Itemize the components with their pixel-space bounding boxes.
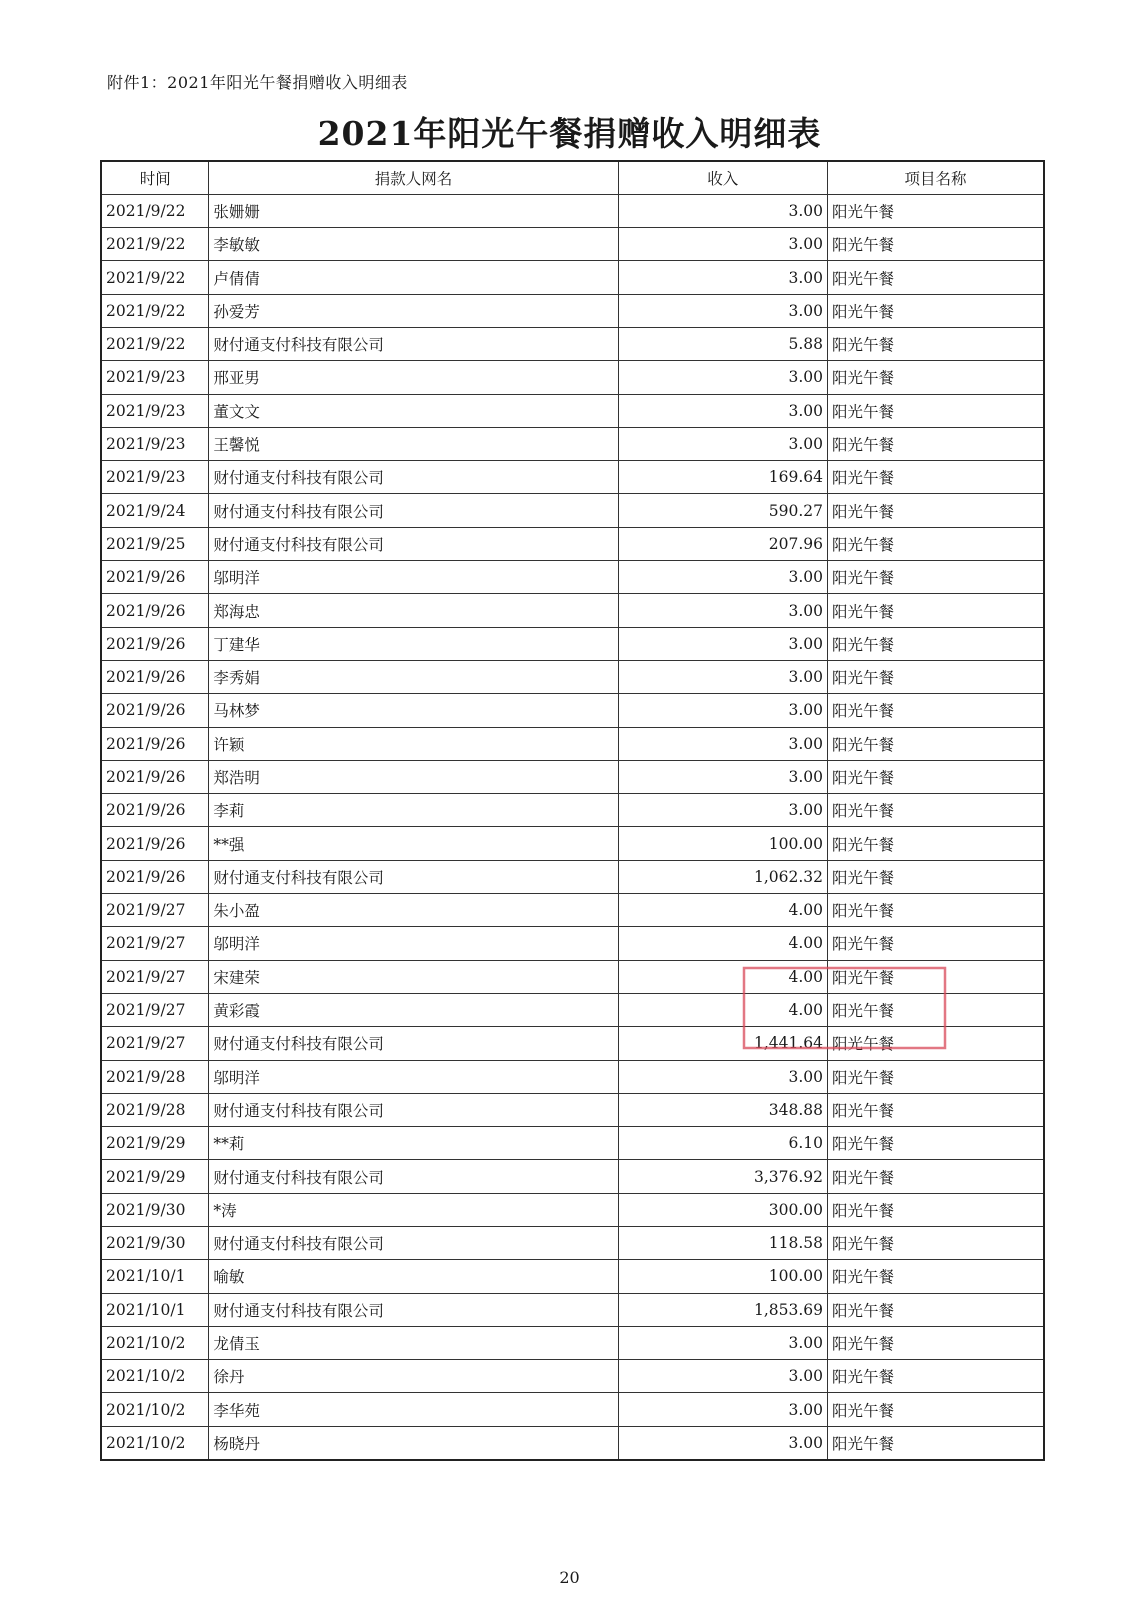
table-row	[101, 794, 1044, 827]
table-row	[101, 660, 1044, 693]
project-cell: 阳光午餐	[828, 1127, 1044, 1160]
date-cell: 2021/9/22	[101, 294, 209, 327]
project-cell: 阳光午餐	[828, 194, 1044, 227]
project-cell: 阳光午餐	[828, 561, 1044, 594]
project-cell: 阳光午餐	[828, 1093, 1044, 1126]
donor-cell: 龙倩玉	[209, 1326, 618, 1359]
table-row	[101, 394, 1044, 427]
amount-cell: 169.64	[618, 461, 827, 494]
amount-cell: 3.00	[618, 627, 827, 660]
project-cell: 阳光午餐	[828, 860, 1044, 893]
donor-cell: 卢倩倩	[209, 261, 618, 294]
date-cell: 2021/9/30	[101, 1227, 209, 1260]
column-header-date: 时间	[101, 161, 209, 194]
date-cell: 2021/10/2	[101, 1326, 209, 1359]
table-row	[101, 860, 1044, 893]
project-cell: 阳光午餐	[828, 894, 1044, 927]
donor-cell: 邬明洋	[209, 561, 618, 594]
donation-table	[100, 160, 1045, 1461]
table-row	[101, 1293, 1044, 1326]
amount-cell: 3.00	[618, 760, 827, 793]
column-header-donor: 捐款人网名	[209, 161, 618, 194]
date-cell: 2021/10/2	[101, 1393, 209, 1426]
amount-cell: 3.00	[618, 394, 827, 427]
project-cell: 阳光午餐	[828, 660, 1044, 693]
table-row	[101, 1426, 1044, 1459]
project-cell: 阳光午餐	[828, 1193, 1044, 1226]
amount-cell: 3.00	[618, 1360, 827, 1393]
table-row	[101, 561, 1044, 594]
page-number: 20	[559, 1568, 580, 1587]
amount-cell: 1,441.64	[618, 1027, 827, 1060]
amount-cell: 4.00	[618, 927, 827, 960]
table-row	[101, 1326, 1044, 1359]
donor-cell: 财付通支付科技有限公司	[209, 1293, 618, 1326]
donor-cell: 财付通支付科技有限公司	[209, 860, 618, 893]
project-cell: 阳光午餐	[828, 694, 1044, 727]
document-title: 2021年阳光午餐捐赠收入明细表	[317, 114, 822, 153]
amount-cell: 5.88	[618, 327, 827, 360]
donor-cell: 邢亚男	[209, 361, 618, 394]
table-row	[101, 228, 1044, 261]
project-cell: 阳光午餐	[828, 1360, 1044, 1393]
donor-cell: 孙爱芳	[209, 294, 618, 327]
project-cell: 阳光午餐	[828, 1060, 1044, 1093]
date-cell: 2021/9/22	[101, 327, 209, 360]
donor-cell: 财付通支付科技有限公司	[209, 327, 618, 360]
table-row	[101, 1393, 1044, 1426]
amount-cell: 3.00	[618, 361, 827, 394]
table-row	[101, 594, 1044, 627]
donor-cell: 丁建华	[209, 627, 618, 660]
table-row	[101, 1127, 1044, 1160]
amount-cell: 100.00	[618, 827, 827, 860]
project-cell: 阳光午餐	[828, 1393, 1044, 1426]
donor-cell: 杨晓丹	[209, 1426, 618, 1459]
donor-cell: *涛	[209, 1193, 618, 1226]
project-cell: 阳光午餐	[828, 294, 1044, 327]
project-cell: 阳光午餐	[828, 1326, 1044, 1359]
amount-cell: 118.58	[618, 1227, 827, 1260]
date-cell: 2021/9/26	[101, 794, 209, 827]
table-row	[101, 261, 1044, 294]
column-header-project: 项目名称	[828, 161, 1044, 194]
date-cell: 2021/9/23	[101, 427, 209, 460]
table-row	[101, 960, 1044, 993]
amount-cell: 6.10	[618, 1127, 827, 1160]
project-cell: 阳光午餐	[828, 760, 1044, 793]
date-cell: 2021/10/2	[101, 1426, 209, 1459]
table-row	[101, 361, 1044, 394]
project-cell: 阳光午餐	[828, 927, 1044, 960]
project-cell: 阳光午餐	[828, 494, 1044, 527]
date-cell: 2021/9/28	[101, 1060, 209, 1093]
table-row	[101, 527, 1044, 560]
date-cell: 2021/9/26	[101, 860, 209, 893]
donor-cell: 李莉	[209, 794, 618, 827]
date-cell: 2021/9/26	[101, 760, 209, 793]
amount-cell: 3.00	[618, 561, 827, 594]
donor-cell: 张姗姗	[209, 194, 618, 227]
donor-cell: 许颖	[209, 727, 618, 760]
date-cell: 2021/9/29	[101, 1160, 209, 1193]
project-cell: 阳光午餐	[828, 794, 1044, 827]
donor-cell: 财付通支付科技有限公司	[209, 1227, 618, 1260]
table-row	[101, 760, 1044, 793]
date-cell: 2021/9/26	[101, 660, 209, 693]
amount-cell: 3,376.92	[618, 1160, 827, 1193]
date-cell: 2021/9/26	[101, 727, 209, 760]
date-cell: 2021/9/27	[101, 927, 209, 960]
project-cell: 阳光午餐	[828, 361, 1044, 394]
date-cell: 2021/9/30	[101, 1193, 209, 1226]
amount-cell: 3.00	[618, 694, 827, 727]
date-cell: 2021/9/22	[101, 194, 209, 227]
donor-cell: 朱小盈	[209, 894, 618, 927]
amount-cell: 3.00	[618, 228, 827, 261]
table-header-row	[101, 161, 1044, 194]
project-cell: 阳光午餐	[828, 1293, 1044, 1326]
donor-cell: 马林梦	[209, 694, 618, 727]
donor-cell: 财付通支付科技有限公司	[209, 1027, 618, 1060]
amount-cell: 1,062.32	[618, 860, 827, 893]
donor-cell: 喻敏	[209, 1260, 618, 1293]
donor-cell: 邬明洋	[209, 1060, 618, 1093]
table-row	[101, 427, 1044, 460]
table-row	[101, 461, 1044, 494]
amount-cell: 3.00	[618, 1393, 827, 1426]
table-row	[101, 194, 1044, 227]
donor-cell: 李敏敏	[209, 228, 618, 261]
date-cell: 2021/9/25	[101, 527, 209, 560]
table-row	[101, 894, 1044, 927]
amount-cell: 4.00	[618, 993, 827, 1026]
donor-cell: 黄彩霞	[209, 993, 618, 1026]
column-header-amount: 收入	[618, 161, 827, 194]
donor-cell: 宋建荣	[209, 960, 618, 993]
table-body	[101, 194, 1044, 1459]
project-cell: 阳光午餐	[828, 727, 1044, 760]
project-cell: 阳光午餐	[828, 261, 1044, 294]
amount-cell: 3.00	[618, 1060, 827, 1093]
table-row	[101, 1227, 1044, 1260]
amount-cell: 3.00	[618, 594, 827, 627]
donor-cell: **强	[209, 827, 618, 860]
table-row	[101, 1027, 1044, 1060]
table-row	[101, 627, 1044, 660]
date-cell: 2021/9/26	[101, 827, 209, 860]
table-row	[101, 494, 1044, 527]
donor-cell: 财付通支付科技有限公司	[209, 1160, 618, 1193]
date-cell: 2021/9/27	[101, 894, 209, 927]
date-cell: 2021/9/23	[101, 461, 209, 494]
table-row	[101, 1060, 1044, 1093]
date-cell: 2021/9/23	[101, 394, 209, 427]
date-cell: 2021/9/27	[101, 960, 209, 993]
amount-cell: 207.96	[618, 527, 827, 560]
project-cell: 阳光午餐	[828, 827, 1044, 860]
attachment-note: 附件1：2021年阳光午餐捐赠收入明细表	[107, 73, 408, 92]
date-cell: 2021/10/1	[101, 1293, 209, 1326]
donor-cell: 财付通支付科技有限公司	[209, 494, 618, 527]
donor-cell: 郑海忠	[209, 594, 618, 627]
project-cell: 阳光午餐	[828, 394, 1044, 427]
donor-cell: 李华苑	[209, 1393, 618, 1426]
amount-cell: 3.00	[618, 727, 827, 760]
donor-cell: 财付通支付科技有限公司	[209, 461, 618, 494]
date-cell: 2021/9/23	[101, 361, 209, 394]
donor-cell: 财付通支付科技有限公司	[209, 1093, 618, 1126]
date-cell: 2021/9/28	[101, 1093, 209, 1126]
amount-cell: 3.00	[618, 194, 827, 227]
amount-cell: 590.27	[618, 494, 827, 527]
project-cell: 阳光午餐	[828, 327, 1044, 360]
donor-cell: 王馨悦	[209, 427, 618, 460]
project-cell: 阳光午餐	[828, 527, 1044, 560]
project-cell: 阳光午餐	[828, 594, 1044, 627]
project-cell: 阳光午餐	[828, 1260, 1044, 1293]
amount-cell: 348.88	[618, 1093, 827, 1126]
date-cell: 2021/9/26	[101, 561, 209, 594]
table-row	[101, 927, 1044, 960]
table-row	[101, 694, 1044, 727]
table-row	[101, 727, 1044, 760]
amount-cell: 3.00	[618, 1326, 827, 1359]
donor-cell: 徐丹	[209, 1360, 618, 1393]
project-cell: 阳光午餐	[828, 993, 1044, 1026]
project-cell: 阳光午餐	[828, 1160, 1044, 1193]
table-row	[101, 1193, 1044, 1226]
donor-cell: 邬明洋	[209, 927, 618, 960]
project-cell: 阳光午餐	[828, 627, 1044, 660]
table-row	[101, 827, 1044, 860]
project-cell: 阳光午餐	[828, 960, 1044, 993]
project-cell: 阳光午餐	[828, 1426, 1044, 1459]
project-cell: 阳光午餐	[828, 461, 1044, 494]
amount-cell: 3.00	[618, 1426, 827, 1459]
date-cell: 2021/10/1	[101, 1260, 209, 1293]
table-row	[101, 1093, 1044, 1126]
table-row	[101, 1160, 1044, 1193]
date-cell: 2021/9/26	[101, 627, 209, 660]
date-cell: 2021/9/26	[101, 694, 209, 727]
project-cell: 阳光午餐	[828, 1027, 1044, 1060]
project-cell: 阳光午餐	[828, 1227, 1044, 1260]
donor-cell: 财付通支付科技有限公司	[209, 527, 618, 560]
date-cell: 2021/9/22	[101, 228, 209, 261]
amount-cell: 3.00	[618, 427, 827, 460]
amount-cell: 100.00	[618, 1260, 827, 1293]
amount-cell: 3.00	[618, 261, 827, 294]
table-row	[101, 993, 1044, 1026]
table-row	[101, 294, 1044, 327]
project-cell: 阳光午餐	[828, 427, 1044, 460]
table-row	[101, 1260, 1044, 1293]
amount-cell: 4.00	[618, 960, 827, 993]
date-cell: 2021/9/27	[101, 993, 209, 1026]
date-cell: 2021/9/27	[101, 1027, 209, 1060]
amount-cell: 1,853.69	[618, 1293, 827, 1326]
donor-cell: **莉	[209, 1127, 618, 1160]
amount-cell: 3.00	[618, 294, 827, 327]
amount-cell: 300.00	[618, 1193, 827, 1226]
date-cell: 2021/9/29	[101, 1127, 209, 1160]
table-row	[101, 327, 1044, 360]
date-cell: 2021/9/22	[101, 261, 209, 294]
donor-cell: 李秀娟	[209, 660, 618, 693]
date-cell: 2021/9/24	[101, 494, 209, 527]
donor-cell: 董文文	[209, 394, 618, 427]
date-cell: 2021/10/2	[101, 1360, 209, 1393]
amount-cell: 3.00	[618, 660, 827, 693]
date-cell: 2021/9/26	[101, 594, 209, 627]
table-row	[101, 1360, 1044, 1393]
project-cell: 阳光午餐	[828, 228, 1044, 261]
amount-cell: 3.00	[618, 794, 827, 827]
amount-cell: 4.00	[618, 894, 827, 927]
donor-cell: 郑浩明	[209, 760, 618, 793]
